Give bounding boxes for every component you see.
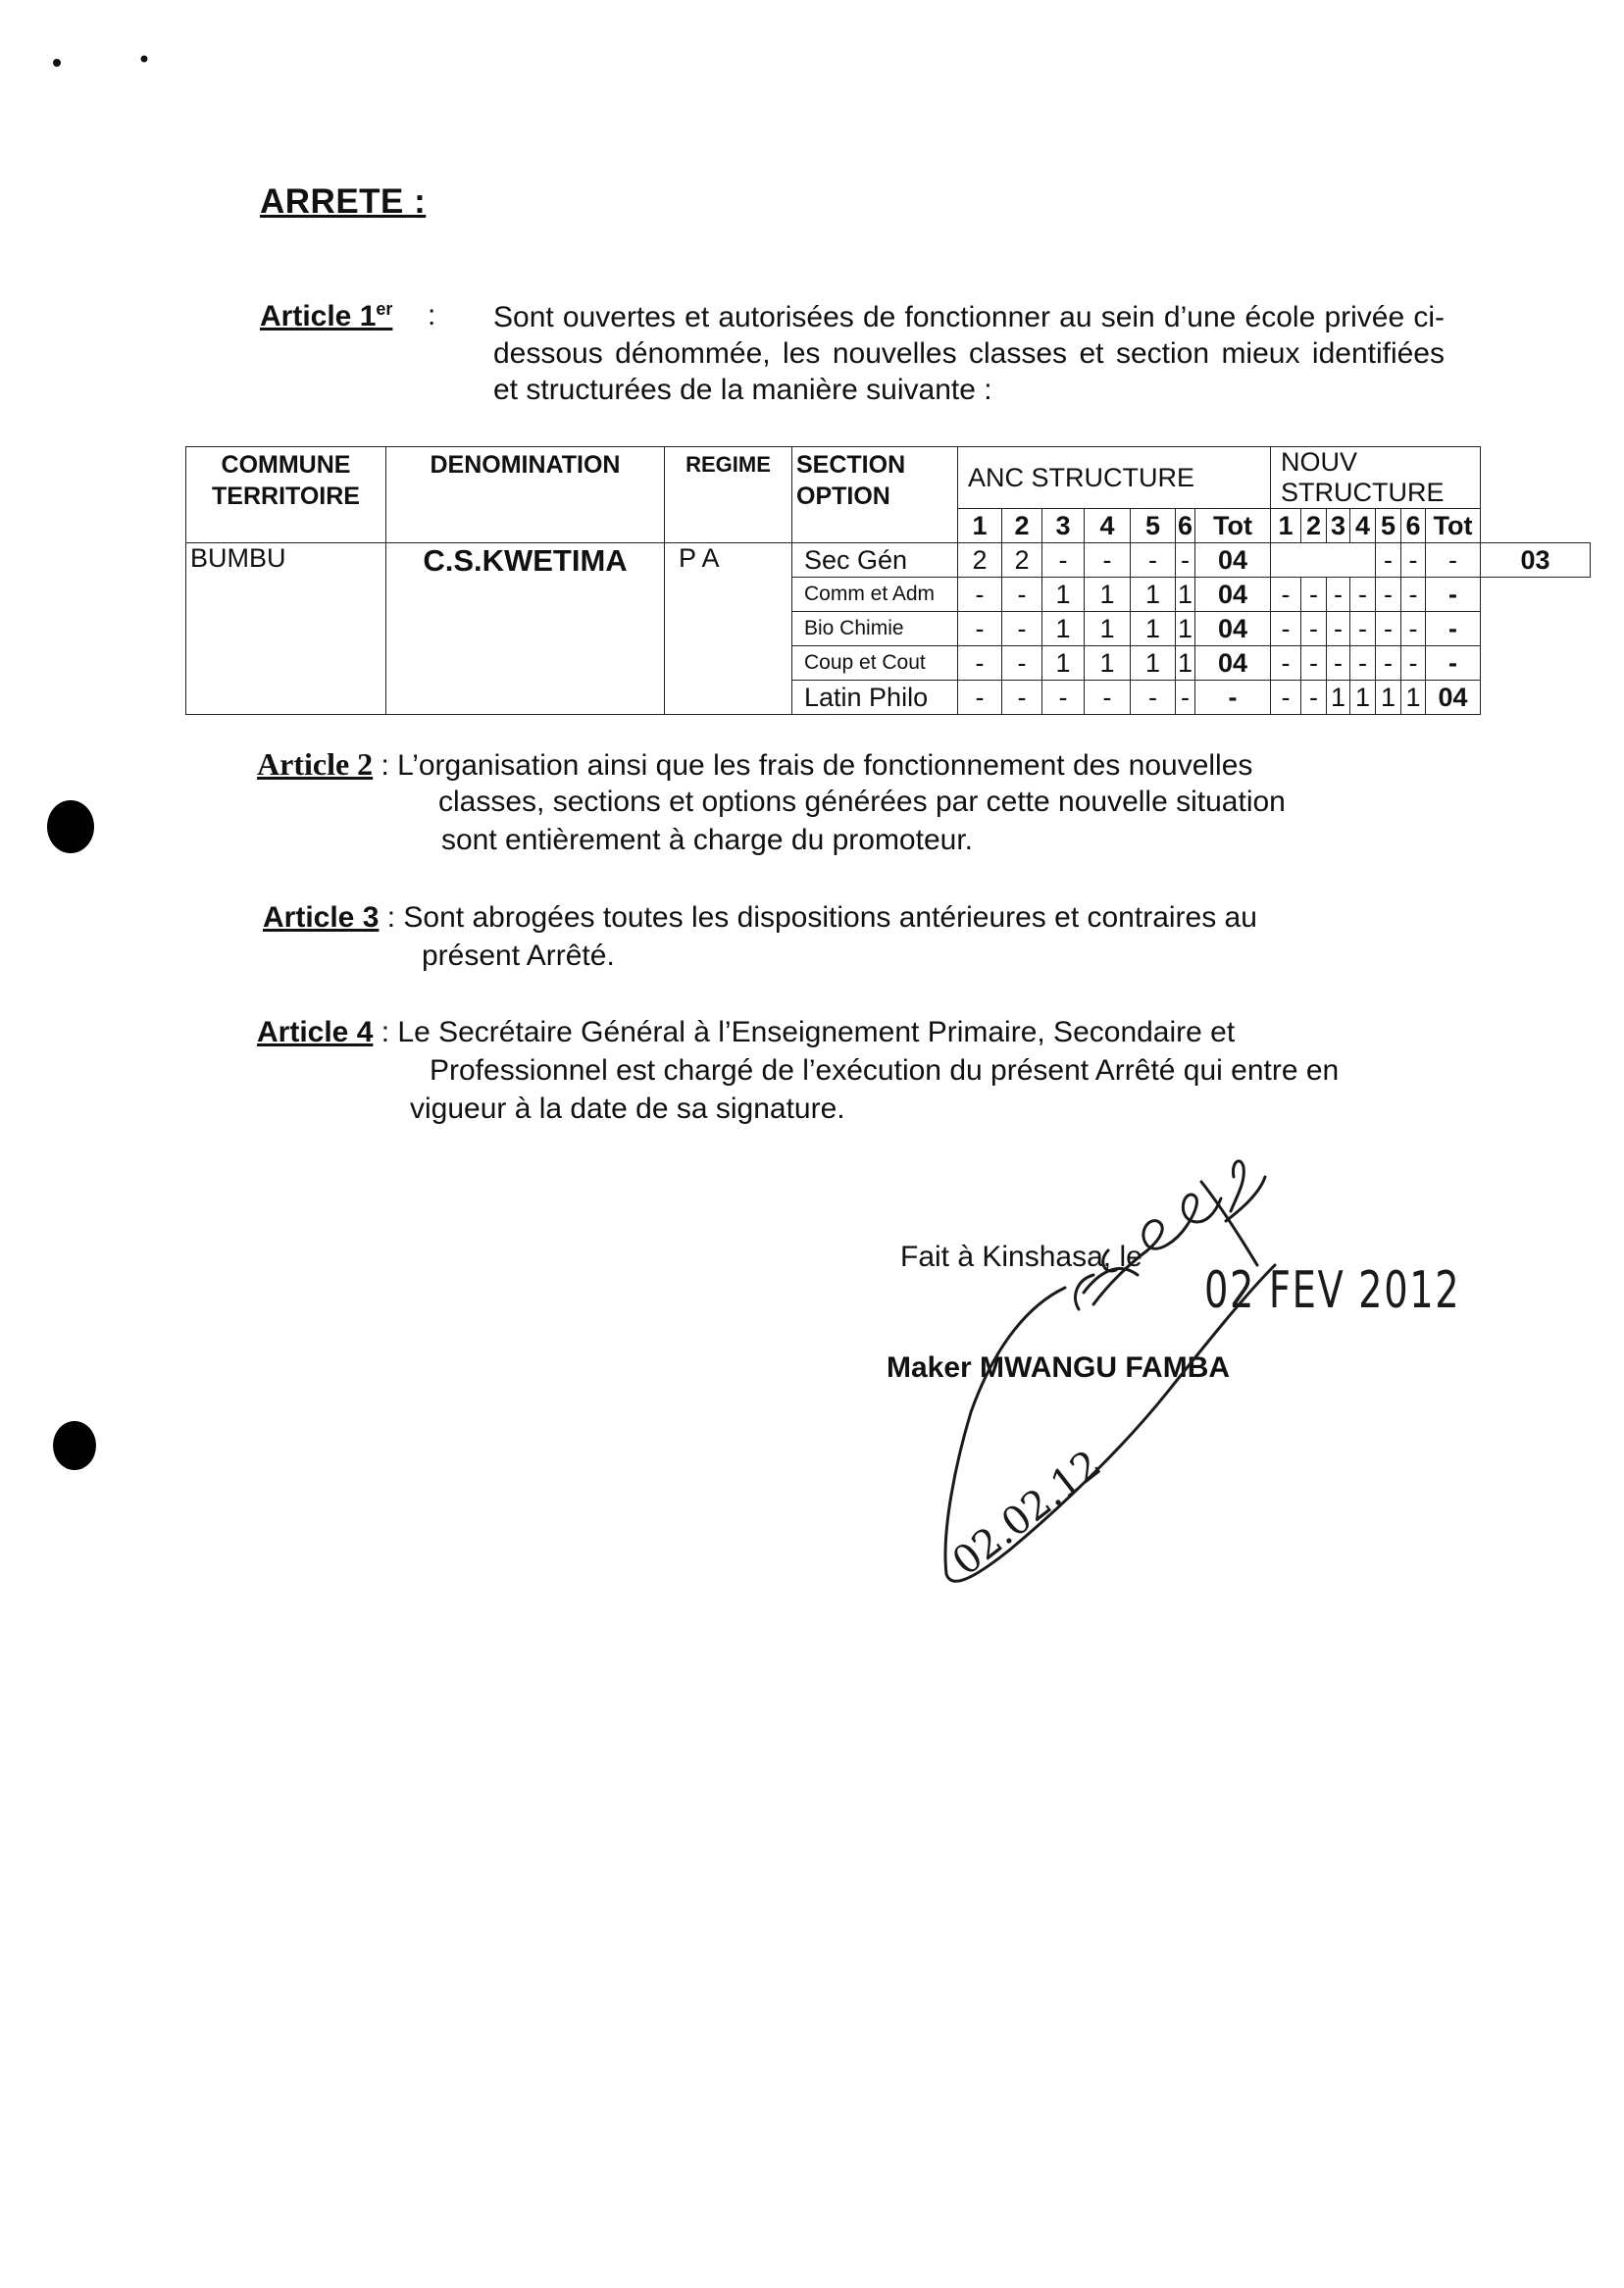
article-2-label: Article 2	[257, 746, 374, 782]
nouv-col-2: 2	[1301, 509, 1327, 543]
anc-value-cell: -	[1131, 681, 1176, 715]
punch-hole	[53, 1421, 96, 1470]
anc-col-3: 3	[1042, 509, 1085, 543]
article-4-label: Article 4	[257, 1016, 374, 1048]
nouv-value-cell: -	[1401, 646, 1426, 681]
anc-value-cell: -	[958, 681, 1002, 715]
anc-value-cell: -	[1002, 578, 1042, 612]
nouv-value-cell: -	[1301, 681, 1327, 715]
nouv-value-cell: -	[1301, 578, 1327, 612]
header-denomination: DENOMINATION	[386, 447, 665, 543]
anc-total-cell: 04	[1195, 612, 1271, 646]
article-3-line-2: présent Arrêté.	[422, 940, 615, 972]
anc-value-cell: -	[1042, 543, 1085, 578]
article-3-label: Article 3	[263, 901, 380, 934]
nouv-value-cell: -	[1376, 543, 1401, 578]
article-4-line-1	[257, 1014, 1235, 1051]
anc-value-cell: -	[1085, 543, 1131, 578]
anc-value-cell: -	[1131, 543, 1176, 578]
article-3-text-1: : Sont abrogées toutes les dispositions antérieures et contraires au	[386, 901, 1257, 934]
anc-value-cell: -	[1176, 543, 1195, 578]
anc-value-cell: 1	[1042, 646, 1085, 681]
nouv-total-cell: 04	[1426, 681, 1481, 715]
article-4-line-3: vigueur à la date de sa signature.	[410, 1093, 845, 1125]
speck	[53, 59, 61, 67]
anc-value-cell: 1	[1131, 646, 1176, 681]
denomination-cell: C.S.KWETIMA	[386, 543, 665, 715]
article-2-line-3: sont entièrement à charge du promoteur.	[441, 824, 973, 856]
anc-value-cell: -	[1002, 646, 1042, 681]
header-section-line2: OPTION	[796, 483, 890, 510]
section-option-cell: Latin Philo	[792, 681, 958, 715]
nouv-value-cell: -	[1327, 578, 1350, 612]
anc-value-cell: -	[958, 578, 1002, 612]
handwritten-date: 02.02.12	[943, 1441, 1110, 1585]
nouv-value-cell: -	[1271, 681, 1301, 715]
section-option-cell: Sec Gén	[792, 543, 958, 578]
anc-total-cell: -	[1195, 681, 1271, 715]
nouv-total-cell: 03	[1481, 543, 1591, 578]
nouv-col-1: 1	[1271, 509, 1301, 543]
nouv-value-cell: -	[1271, 646, 1301, 681]
nouv-value-cell: -	[1401, 578, 1426, 612]
anc-col-tot: Tot	[1195, 509, 1271, 543]
anc-value-cell: 2	[958, 543, 1002, 578]
article-1-superscript: er	[376, 299, 393, 319]
nouv-col-6: 6	[1401, 509, 1426, 543]
anc-value-cell: -	[958, 612, 1002, 646]
section-option-cell: Bio Chimie	[792, 612, 958, 646]
anc-value-cell: 1	[1131, 578, 1176, 612]
nouv-value-cell: -	[1301, 612, 1327, 646]
anc-value-cell: 1	[1085, 612, 1131, 646]
nouv-value-cell: 1	[1401, 681, 1426, 715]
nouv-value-cell: -	[1301, 646, 1327, 681]
nouv-total-cell: -	[1426, 646, 1481, 681]
header-section	[792, 447, 958, 543]
nouv-value-cell: -	[1350, 578, 1376, 612]
nouv-col-5: 5	[1376, 509, 1401, 543]
nouv-col-3: 3	[1327, 509, 1350, 543]
nouv-value-cell: 1	[1327, 681, 1350, 715]
header-anc-structure: ANC STRUCTURE	[958, 447, 1271, 509]
article-4-line-2: Professionnel est chargé de l’exécution du présent Arrêté qui entre en	[430, 1054, 1340, 1087]
school-structure-table	[185, 446, 1591, 715]
anc-value-cell: 1	[1042, 612, 1085, 646]
anc-col-5: 5	[1131, 509, 1176, 543]
speck	[141, 56, 148, 63]
anc-value-cell: 1	[1176, 646, 1195, 681]
nouv-value-cell: -	[1271, 578, 1301, 612]
nouv-blank-cell	[1271, 543, 1376, 578]
anc-col-1: 1	[958, 509, 1002, 543]
article-2-line-2: classes, sections et options générées par cette nouvelle situation	[438, 786, 1286, 818]
regime-cell: P A	[665, 543, 792, 715]
anc-total-cell: 04	[1195, 646, 1271, 681]
article-1-text: Sont ouvertes et autorisées de fonctionner au sein d’une école privée ci-dessous dénommée, les nouvelles classes et section mieux identifiées et structurées de la manière suivante :	[493, 301, 1445, 406]
date-stamp: 02 FEV 2012	[1204, 1261, 1461, 1320]
nouv-value-cell: -	[1271, 612, 1301, 646]
anc-value-cell: 1	[1131, 612, 1176, 646]
anc-value-cell: 1	[1085, 646, 1131, 681]
nouv-total-cell: -	[1426, 612, 1481, 646]
article-1-colon: :	[428, 299, 436, 331]
commune-cell: BUMBU	[186, 543, 386, 715]
nouv-value-cell: -	[1350, 646, 1376, 681]
article-3-line-1	[263, 899, 1257, 937]
place-and-date-label: Fait à Kinshasa, le	[900, 1241, 1142, 1273]
anc-value-cell: 1	[1176, 578, 1195, 612]
article-1-label	[260, 299, 392, 333]
header-commune	[186, 447, 386, 543]
nouv-value-cell: -	[1350, 612, 1376, 646]
header-commune-line2: TERRITOIRE	[212, 483, 360, 510]
article-1-label-text: Article 1	[260, 300, 377, 332]
punch-hole	[47, 800, 94, 853]
decree-heading: ARRETE :	[260, 182, 427, 221]
nouv-value-cell: -	[1327, 612, 1350, 646]
nouv-value-cell: -	[1401, 543, 1426, 578]
nouv-value-cell: -	[1376, 612, 1401, 646]
nouv-value-cell: 1	[1350, 681, 1376, 715]
nouv-value-cell: -	[1327, 646, 1350, 681]
section-option-cell: Comm et Adm	[792, 578, 958, 612]
anc-col-2: 2	[1002, 509, 1042, 543]
nouv-total-cell: -	[1426, 578, 1481, 612]
header-commune-line1: COMMUNE	[221, 451, 351, 479]
header-section-line1: SECTION	[796, 451, 906, 479]
anc-value-cell: -	[1176, 681, 1195, 715]
anc-total-cell: 04	[1195, 578, 1271, 612]
anc-value-cell: 1	[1042, 578, 1085, 612]
section-option-cell: Coup et Cout	[792, 646, 958, 681]
anc-value-cell: -	[958, 646, 1002, 681]
anc-value-cell: -	[1002, 612, 1042, 646]
anc-value-cell: 1	[1176, 612, 1195, 646]
anc-value-cell: -	[1002, 681, 1042, 715]
anc-col-6: 6	[1176, 509, 1195, 543]
article-2-text-1: : L’organisation ainsi que les frais de fonctionnement des nouvelles	[381, 749, 1253, 782]
table-header-row	[186, 447, 1591, 509]
anc-value-cell: -	[1042, 681, 1085, 715]
header-nouv-structure: NOUV STRUCTURE	[1271, 447, 1481, 509]
nouv-col-tot: Tot	[1426, 509, 1481, 543]
nouv-value-cell: -	[1376, 578, 1401, 612]
anc-col-4: 4	[1085, 509, 1131, 543]
nouv-value-cell: -	[1401, 612, 1426, 646]
anc-value-cell: -	[1085, 681, 1131, 715]
article-4-text-1: : Le Secrétaire Général à l’Enseignement Primaire, Secondaire et	[381, 1016, 1236, 1048]
anc-value-cell: 1	[1085, 578, 1131, 612]
anc-value-cell: 2	[1002, 543, 1042, 578]
nouv-value-cell: -	[1426, 543, 1481, 578]
header-regime: REGIME	[665, 447, 792, 543]
nouv-value-cell: 1	[1376, 681, 1401, 715]
signer-name: Maker MWANGU FAMBA	[887, 1351, 1231, 1384]
nouv-col-4: 4	[1350, 509, 1376, 543]
article-2-line-1	[257, 745, 1252, 785]
nouv-value-cell: -	[1376, 646, 1401, 681]
table-row	[186, 543, 1591, 578]
anc-total-cell: 04	[1195, 543, 1271, 578]
